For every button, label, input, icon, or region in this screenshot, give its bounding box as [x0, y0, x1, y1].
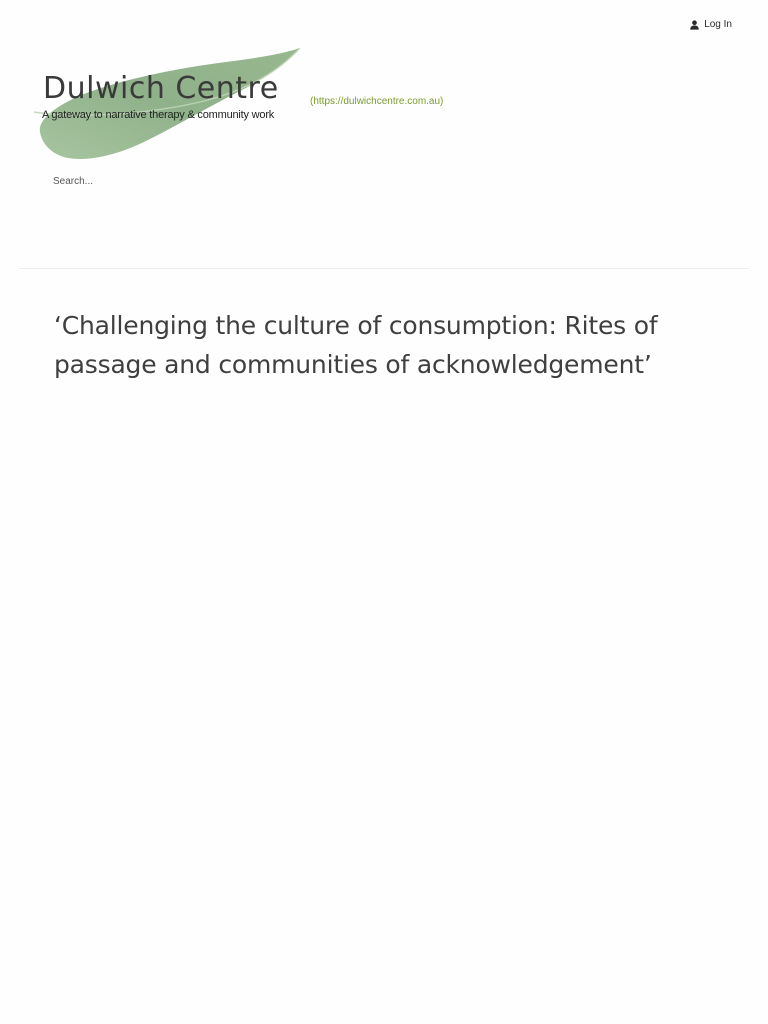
header-divider: [19, 268, 749, 269]
logo-title: Dulwich Centre: [43, 71, 279, 106]
user-icon: [690, 20, 699, 30]
search-form: [48, 170, 308, 192]
logo-tagline: A gateway to narrative therapy & community work: [42, 109, 275, 121]
search-input[interactable]: [48, 170, 298, 192]
site-url-link[interactable]: (https://dulwichcentre.com.au): [310, 96, 444, 107]
login-link[interactable]: [690, 19, 732, 30]
login-label: Log In: [704, 19, 732, 30]
site-logo[interactable]: [30, 46, 305, 164]
page-title: ‘Challenging the culture of consumption: Rites of passage and communities of acknowledgement’: [54, 311, 658, 379]
